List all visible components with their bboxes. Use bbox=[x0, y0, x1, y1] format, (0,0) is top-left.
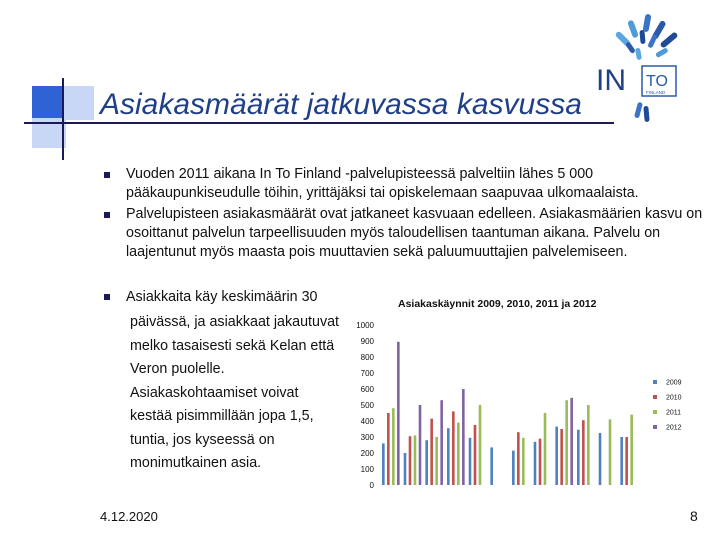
logo-in-text: IN bbox=[596, 64, 626, 97]
legend-swatch-2011 bbox=[653, 410, 657, 414]
bullet-marker-3 bbox=[104, 294, 110, 300]
decor-horizontal-line bbox=[24, 122, 614, 124]
page-number: 8 bbox=[690, 508, 698, 524]
bullet-marker-2 bbox=[104, 212, 110, 218]
y-tick-label: 400 bbox=[360, 417, 374, 426]
bar-2009-8 bbox=[534, 442, 537, 485]
bar-2012-1 bbox=[397, 342, 400, 485]
bullet-text-2: Palvelupisteen asiakasmäärät ovat jatkaneet kasvuaan edelleen. Asiakasmäärien kasvu on osoittanut palvelun tarpeellisuuden myös taloudellisen taantuman aikana. Palvelu on laajentunut myös maasta pois muuttavien sekä paluumuuttajien palvelemiseen. bbox=[126, 206, 703, 260]
bar-2012-4 bbox=[462, 389, 465, 485]
bar-2010-8 bbox=[539, 439, 542, 485]
bullet-text-3-lead: Asiakkaita käy keskimäärin 30 bbox=[126, 289, 318, 305]
legend-label-2012: 2012 bbox=[666, 424, 682, 432]
y-tick-label: 100 bbox=[360, 465, 374, 474]
y-tick-label: 900 bbox=[360, 337, 374, 346]
into-finland-logo bbox=[592, 10, 704, 130]
bullet-text-3 bbox=[126, 288, 341, 476]
logo-finland-text: FINLAND bbox=[646, 90, 666, 95]
bar-2009-4 bbox=[447, 428, 450, 485]
bar-2011-1 bbox=[392, 408, 395, 485]
bar-2010-12 bbox=[625, 437, 628, 485]
bar-2011-5 bbox=[479, 405, 482, 485]
logo-to-text: TO bbox=[646, 73, 668, 90]
bar-2009-2 bbox=[404, 453, 407, 485]
bar-2011-10 bbox=[587, 405, 590, 485]
bar-2010-9 bbox=[560, 429, 563, 485]
chart-legend bbox=[653, 380, 682, 432]
legend-label-2010: 2010 bbox=[666, 394, 682, 402]
bar-2011-9 bbox=[565, 400, 568, 485]
bullet-text-1: Vuoden 2011 aikana In To Finland -palvelupisteessä palveltiin lähes 5 000 pääkaupunkiseudulle töihin, yrittäjäksi tai opiskelemaan saapuvaa ulkomaalaista. bbox=[126, 166, 639, 201]
bullet-text-3-rest: päivässä, ja asiakkaat jakautuvat melko tasaisesti sekä Kelan että Veron puolelle. Asiakaskohtaamiset voivat kestää pisimmillään jopa 1,5, tuntia, jos kyseessä on monimutkainen asia. bbox=[130, 314, 340, 471]
visits-chart bbox=[340, 288, 696, 494]
y-tick-label: 300 bbox=[360, 433, 374, 442]
legend-swatch-2012 bbox=[653, 425, 657, 429]
y-tick-label: 500 bbox=[360, 401, 374, 410]
y-tick-label: 800 bbox=[360, 353, 374, 362]
bar-2011-2 bbox=[414, 435, 417, 485]
decor-square-dark bbox=[32, 86, 66, 120]
bar-2009-6 bbox=[490, 447, 493, 485]
bar-2010-3 bbox=[430, 419, 433, 485]
bar-2009-3 bbox=[425, 440, 428, 485]
bar-2011-7 bbox=[522, 438, 525, 485]
slide-date: 4.12.2020 bbox=[100, 509, 158, 524]
y-tick-label: 600 bbox=[360, 385, 374, 394]
bar-2009-7 bbox=[512, 451, 515, 485]
bar-2009-5 bbox=[469, 438, 472, 485]
y-tick-label: 200 bbox=[360, 449, 374, 458]
bar-2009-11 bbox=[599, 433, 602, 485]
logo-lower-rays bbox=[634, 102, 650, 122]
legend-label-2011: 2011 bbox=[666, 409, 682, 417]
y-tick-label: 0 bbox=[369, 481, 374, 490]
bar-2011-12 bbox=[630, 415, 633, 485]
y-tick-label: 700 bbox=[360, 369, 374, 378]
legend-label-2009: 2009 bbox=[666, 379, 682, 387]
bar-2010-5 bbox=[474, 425, 477, 485]
legend-swatch-2009 bbox=[653, 380, 657, 384]
bar-2009-10 bbox=[577, 430, 580, 485]
bar-2011-11 bbox=[609, 419, 612, 485]
decor-vertical-line bbox=[62, 78, 64, 160]
slide-title: Asiakasmäärät jatkuvassa kasvussa bbox=[100, 88, 582, 121]
bar-2010-2 bbox=[409, 436, 412, 485]
chart-bars bbox=[382, 342, 633, 485]
chart-y-axis bbox=[356, 321, 374, 490]
y-tick-label: 1000 bbox=[356, 321, 374, 330]
logo-rays bbox=[615, 14, 679, 61]
bar-2011-4 bbox=[457, 423, 460, 485]
decor-square-light-right bbox=[64, 86, 94, 120]
bar-2012-9 bbox=[570, 398, 573, 485]
legend-swatch-2010 bbox=[653, 395, 657, 399]
bar-2012-3 bbox=[440, 400, 443, 485]
chart-title: Asiakaskäynnit 2009, 2010, 2011 ja 2012 bbox=[398, 298, 597, 310]
bar-2012-2 bbox=[419, 405, 422, 485]
bar-2009-1 bbox=[382, 443, 385, 485]
bullet-marker-1 bbox=[104, 172, 110, 178]
bar-2011-8 bbox=[544, 413, 547, 485]
bar-2009-12 bbox=[620, 437, 623, 485]
bar-2010-7 bbox=[517, 432, 520, 485]
bar-2010-4 bbox=[452, 411, 455, 485]
bar-2010-1 bbox=[387, 413, 390, 485]
bar-2009-9 bbox=[555, 427, 558, 485]
bar-2010-10 bbox=[582, 420, 585, 485]
bar-2011-3 bbox=[435, 437, 438, 485]
